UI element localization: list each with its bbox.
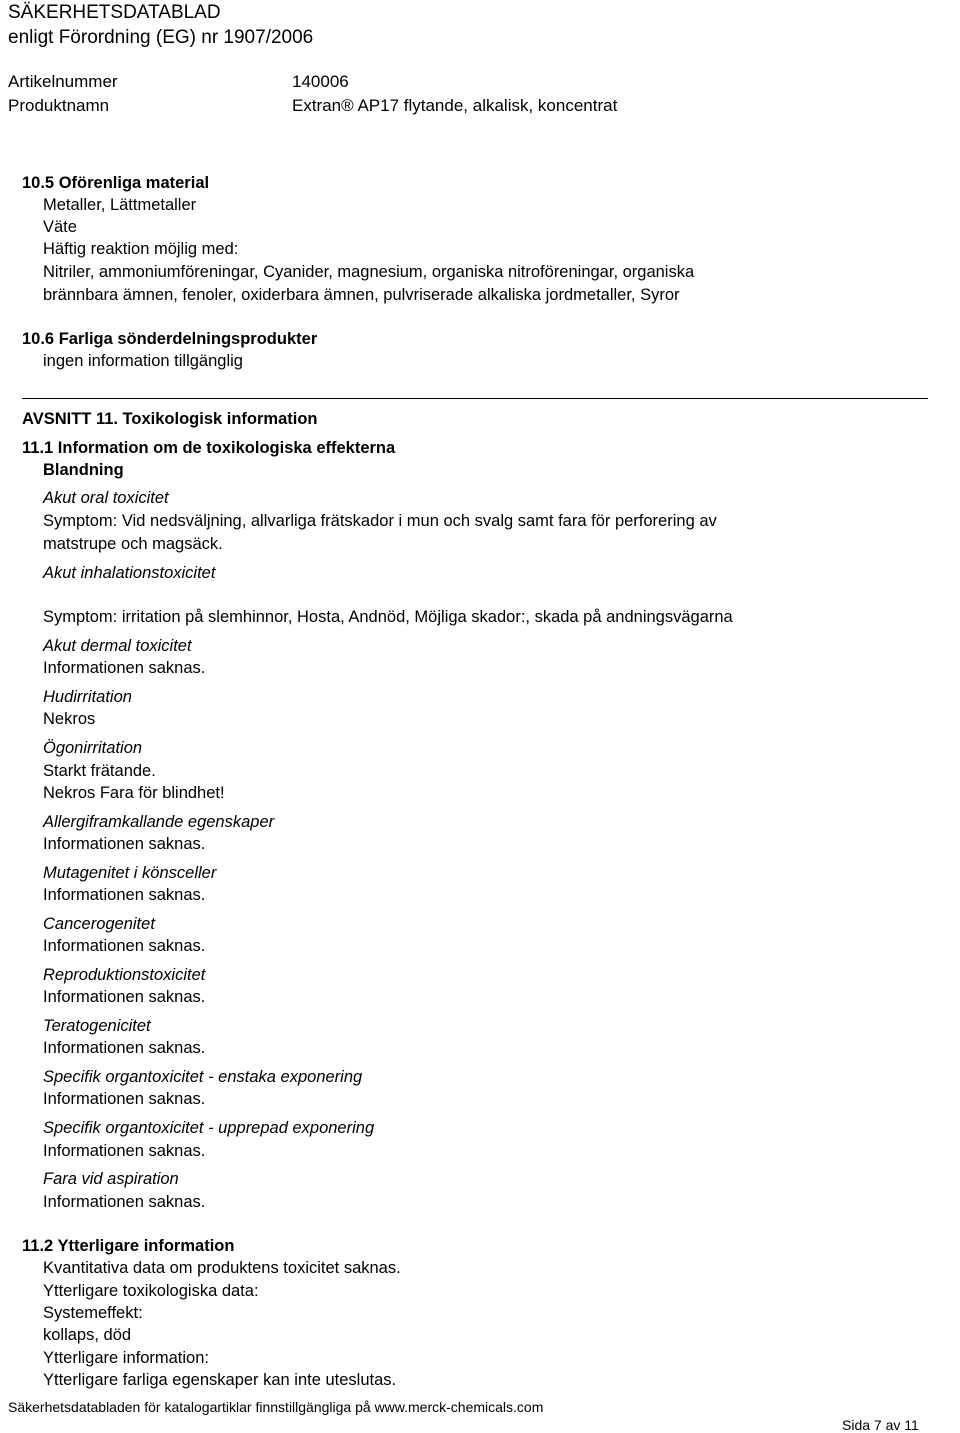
teratogenicity-label: Teratogenicitet	[43, 1017, 151, 1035]
aspiration-text: Informationen saknas.	[43, 1193, 206, 1211]
decomposition-text: ingen information tillgänglig	[43, 352, 243, 370]
oral-toxicity-text: matstrupe och magsäck.	[43, 535, 223, 553]
allergy-text: Informationen saknas.	[43, 835, 206, 853]
article-number-value: 140006	[292, 72, 349, 91]
eye-irritation-text: Starkt frätande.	[43, 762, 156, 780]
stot-repeated-text: Informationen saknas.	[43, 1142, 206, 1160]
dermal-toxicity-text: Informationen saknas.	[43, 659, 206, 677]
footer-note: Säkerhetsdatabladen för katalogartiklar finnstillgängliga på www.merck-chemicals.com	[8, 1399, 544, 1415]
incompatible-line: Häftig reaktion möjlig med:	[43, 240, 239, 258]
allergy-label: Allergiframkallande egenskaper	[43, 813, 275, 831]
incompatible-line: Metaller, Lättmetaller	[43, 196, 197, 214]
section-11-1-heading: 11.1 Information om de toxikologiska effekterna	[22, 439, 396, 457]
additional-info-line: Ytterligare information:	[43, 1349, 209, 1367]
product-name-value: Extran® AP17 flytande, alkalisk, koncentrat	[292, 96, 618, 115]
product-name-label: Produktnamn	[8, 96, 110, 115]
oral-toxicity-label: Akut oral toxicitet	[43, 489, 169, 507]
incompatible-line: brännbara ämnen, fenoler, oxiderbara ämnen, pulvriserade alkaliska jordmetaller, Syror	[43, 286, 680, 304]
stot-repeated-label: Specifik organtoxicitet - upprepad exponering	[43, 1119, 375, 1137]
additional-info-line: Ytterligare toxikologiska data:	[43, 1282, 259, 1300]
regulation-line: enligt Förordning (EG) nr 1907/2006	[8, 27, 314, 48]
skin-irritation-text: Nekros	[43, 710, 96, 728]
additional-info-line: Kvantitativa data om produktens toxicitet saknas.	[43, 1259, 401, 1277]
skin-irritation-label: Hudirritation	[43, 688, 132, 706]
stot-single-text: Informationen saknas.	[43, 1090, 206, 1108]
article-number-label: Artikelnummer	[8, 72, 118, 91]
carcinogenicity-label: Cancerogenitet	[43, 915, 155, 933]
teratogenicity-text: Informationen saknas.	[43, 1039, 206, 1057]
mutagenicity-label: Mutagenitet i könsceller	[43, 864, 217, 882]
additional-info-line: Systemeffekt:	[43, 1304, 143, 1322]
mixture-label: Blandning	[43, 461, 124, 479]
dermal-toxicity-label: Akut dermal toxicitet	[43, 637, 192, 655]
section-10-6-heading: 10.6 Farliga sönderdelningsprodukter	[22, 330, 318, 348]
additional-info-line: kollaps, död	[43, 1326, 132, 1344]
additional-info-line: Ytterligare farliga egenskaper kan inte uteslutas.	[43, 1371, 397, 1389]
eye-irritation-text: Nekros Fara för blindhet!	[43, 784, 225, 802]
inhalation-toxicity-text: Symptom: irritation på slemhinnor, Hosta, Andnöd, Möjliga skador:, skada på andningsvägarna	[43, 608, 733, 626]
section-11-heading: AVSNITT 11. Toxikologisk information	[22, 410, 318, 428]
reproductive-toxicity-text: Informationen saknas.	[43, 988, 206, 1006]
section-divider	[22, 398, 928, 399]
oral-toxicity-text: Symptom: Vid nedsväljning, allvarliga frätskador i mun och svalg samt fara för perforering av	[43, 512, 717, 530]
stot-single-label: Specifik organtoxicitet - enstaka exponering	[43, 1068, 363, 1086]
carcinogenicity-text: Informationen saknas.	[43, 937, 206, 955]
section-11-2-heading: 11.2 Ytterligare information	[22, 1237, 235, 1255]
page-number: Sida 7 av 11	[842, 1417, 919, 1433]
aspiration-label: Fara vid aspiration	[43, 1170, 179, 1188]
reproductive-toxicity-label: Reproduktionstoxicitet	[43, 966, 206, 984]
document-title: SÄKERHETSDATABLAD	[8, 2, 221, 23]
section-10-5-heading: 10.5 Oförenliga material	[22, 174, 210, 192]
mutagenicity-text: Informationen saknas.	[43, 886, 206, 904]
incompatible-line: Nitriler, ammoniumföreningar, Cyanider, magnesium, organiska nitroföreningar, organiska	[43, 263, 695, 281]
incompatible-line: Väte	[43, 218, 77, 236]
inhalation-toxicity-label: Akut inhalationstoxicitet	[43, 564, 216, 582]
eye-irritation-label: Ögonirritation	[43, 739, 143, 757]
